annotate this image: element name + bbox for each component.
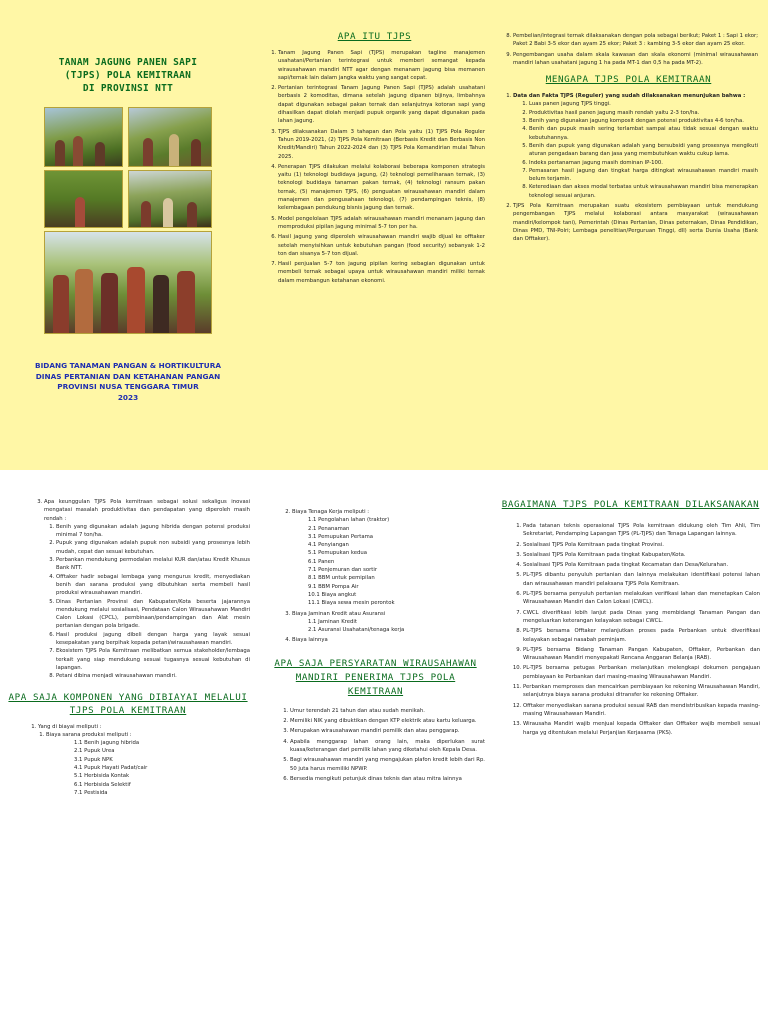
sublist-item: 7. Pemasaran hasil jagung dan tingkat harga ditingkat wirausahawan mandiri masih belum terjamin. [529, 167, 758, 184]
persyaratan-list [278, 707, 485, 783]
tenaga-kerja-item: 3.1 Pemupukan Pertama [308, 533, 374, 540]
corn-field-photo [44, 107, 123, 167]
cover-title-line: (TJPS) POLA KEMITRAAN [64, 70, 192, 81]
sublist-item: 3. Perbankan mendukung permodalan melalui KUR dan/atau Kredit Khusus Bank NTT. [56, 556, 250, 573]
list-item-title: Biaya Tenaga Kerja meliputi : [292, 509, 370, 515]
mengapa-list [499, 92, 758, 243]
section-heading: BAGAIMANA TJPS POLA KEMITRAAN DILAKSANAKAN [501, 499, 760, 510]
list-item: 13. Wirausaha Mandiri wajib menjual kepada Offtaker dan Offtaker wajib membeli sesuai harga yg ditentukan melalui Perjanjian Kerjasama (PKS). [523, 720, 760, 737]
tenaga-kerja-item: 9.1 BBM Pompa Air [308, 583, 359, 590]
list-item: 1. Pada tatanan teknis operasional TJPS Pola kemitraan didukung oleh Tim Ahli, Tim Sekretariat, Pendamping Lapangan TJPS (PL-TJPS) dan Tenaga Lapangan lainnya. [523, 522, 760, 539]
facts-sublist [513, 100, 758, 200]
list-item: 6. PL-TJPS bersama penyuluh pertanian melakukan verifikasi lahan dan menetapkan Calon Wirausahawan Mandiri dan Calon Lokasi (CWCL). [523, 590, 760, 607]
sublist-item: 6. Indeks pertanaman jagung masih dominan IP-100. [529, 159, 758, 167]
sublist-item: 1. Luas panen jagung TJPS tinggi. [529, 100, 758, 108]
org-line: DINAS PERTANIAN DAN KETAHANAN PANGAN [35, 371, 221, 381]
list-item: 4. Biaya lainnya [292, 636, 485, 644]
tenaga-kerja-item: 11.1 Biaya sewa mesin perontok [308, 600, 395, 607]
list-item [38, 723, 250, 798]
farmer-group-photo [44, 231, 212, 334]
list-item: 10. PL-TJPS bersama petugas Perbankan melanjutkan melengkapi dokumen pengajuan pembiayaan ke Perbankan dari masing-masing Wirausahawan Mandiri. [523, 664, 760, 681]
organization-info [14, 361, 242, 403]
jaminan-item: 2.1 Asuransi Usahatani/tenaga kerja [308, 627, 405, 634]
list-item: 5. Bagi wirausahawan mandiri yang mengajukan plafon kredit lebih dari Rp. 50 juta harus memiliki NPWP. [290, 756, 485, 773]
jaminan-item: 1.1 Jaminan Kredit [308, 618, 357, 625]
tenaga-kerja-item: 6.1 Panen [308, 558, 335, 565]
list-item: 2. Pertanian terintegrasi Tanam Jagung Panen Sapi (TJPS) adalah usahatani berbasis 2 komoditas, dimana setelah jagung dipanen bijinya, limbahnya dapat digunakan sebagai pakan ternak dan selanjutnya kotoran sapi yang dihasilkan dapat diolah menjadi pupuk organik yang dapat digunakan pada lahan jagung. [278, 84, 485, 125]
list-item: 6. Bersedia mengikuti petunjuk dinas teknis dan atau mitra lainnya [290, 775, 485, 783]
sublist-item: 4. Benih dan pupuk masih sering terlambat sampai atau tidak sesuai dengan waktu kebutuhannya. [529, 125, 758, 142]
sarana-items [46, 739, 250, 797]
sublist-item: 7. Ekosistem TJPS Pola Kemitraan melibatkan semua stakeholder/lembaga terkait yang siap mendukung sesuai tugasnya sesuai kebutuhan di lapangan. [56, 647, 250, 672]
biaya-list-continued [278, 508, 485, 645]
keunggulan-intro: Apa keunggulan TJPS Pola kemitraan sebagai solusi sekaligus inovasi mengatasi masalah produktivitas dan pendapatan yang diperoleh masih rendah : [44, 499, 250, 522]
list-item: 1. Tanam Jagung Panen Sapi (TJPS) merupakan tagline manajemen usahatani/Pertanian terintegrasi untuk memberi semangat kepada wirausahawan mandiri NTT agar dengan menanam jagung bisa memanen sapi/ternak lain dalam jangka waktu yang sangat cepat. [278, 49, 485, 82]
list-item: 2. Sosialisasi TJPS Pola Kemitraan pada tingkat Provinsi. [523, 541, 760, 549]
sarana-item: 5.1 Herbisida Kontak [74, 773, 130, 780]
list-item [44, 498, 250, 681]
apa-itu-panel [256, 0, 491, 470]
mengapa-panel [491, 0, 768, 470]
sarana-item: 4.1 Pupuk Hayati Padat/cair [74, 765, 148, 772]
list-item: 5. Model pengelolaan TJPS adalah wirausahawan mandiri menanam jagung dan memproduksi pipilan jagung minimal 5-7 ton per ha. [278, 215, 485, 232]
keunggulan-list [30, 498, 250, 681]
list-item: 9. Pengembangan usaha dalam skala kawasan dan skala ekonomi (minimal wirausahawan mandiri lahan usahatani jagung 1 ha pada MT-1 dan 0,5 ha pada MT-2). [513, 51, 758, 68]
cover-panel [0, 0, 256, 470]
list-item: 2. Memiliki NIK yang dibuktikan dengan KTP elektrik atau kartu keluarga. [290, 717, 485, 725]
jaminan-items [292, 618, 485, 635]
field-visit-photo [128, 170, 212, 228]
list-item: 8. Pembelian/integrasi ternak dilaksanakan dengan pola sebagai berikut; Paket 1 : Sapi 1 ekor; Paket 2 Babi 3-5 ekor dan ayam 25 ekor; Paket 3 : kambing 3-5 ekor dan ayam 25 ekor. [513, 32, 758, 49]
sublist-item: 8. Keterediaan dan akses modal terbatas untuk wirausahawan mandiri bisa menerapkan teknologi sesuai anjuran. [529, 183, 758, 200]
list-item: 12. Offtaker menyediakan sarana produksi sesuai RAB dan mendistribusikan kepada masing-masing Wirausahawan Mandiri. [523, 702, 760, 719]
sublist-item: 6. Hasil produksi jagung dibeli dengan harga yang layak sesuai kesepakatan yang berpihak kepada petani/wirausahawan mandiri. [56, 631, 250, 648]
tenaga-kerja-item: 5.1 Pemupukan kedua [308, 550, 367, 557]
org-year: 2023 [117, 392, 139, 402]
list-item: 9. PL-TJPS bersama Bidang Tanaman Pangan Kabupaten, Offtaker, Perbankan dan Wirausahawan Mandiri menyepakati Rencana Anggaran Belanja (RAB). [523, 646, 760, 663]
tenaga-kerja-item: 8.1 BBM untuk pemipilan [308, 575, 375, 582]
bagaimana-list [501, 522, 760, 737]
komponen-list [30, 723, 250, 798]
list-item [513, 92, 758, 200]
list-item: 5. PL-TJPS dibantu penyuluh pertanian dan lainnya melakukan identifikasi potensi lahan dan wirausahawan mandiri pelaksana TJPS Pola Kemitraan. [523, 571, 760, 588]
sarana-item: 2.1 Pupuk Urea [74, 748, 115, 755]
cover-title [14, 56, 242, 95]
list-item: 2. TJPS Pola Kemitraan merupakan suatu ekosistem pembiayaan untuk mendukung pengembangan TJPS melalui kolaborasi antara masyarakat (wirausahawan mandiri/kelompok tani), Pemerintah (Dinas Pertanian, Dinas peternakan, Dinas Pendidikan, Dinas PMD, TNI-Polri; Lembaga penelitian/Perguruan Tinggi, dll) serta Dunia Usaha (Bank dan Offtaker). [513, 202, 758, 243]
list-item: 3. TJPS dilaksanakan Dalam 3 tahapan dan Pola yaitu (1) TJPS Pola Reguler Tahun 2019-2021, (2) TJPS Pola Kemitraan (Berbasis Kredit dan Berbasis Non Kredit/Mandiri) Tahun 2022-2024 dan (3) TJPS Pola Kemandirian mulai Tahun 2025. [278, 128, 485, 161]
list-item: 6. Hasil jagung yang diperoleh wirausahawan mandiri wajib dijual ke offtaker setelah menyisihkan untuk kebutuhan pangan (food security) sebanyak 1-2 ton dan sisanya 5-7 ton dijual. [278, 233, 485, 258]
bagaimana-panel [491, 490, 768, 1024]
list-item: 4. Penerapan TJPS dilakukan melalui kolaborasi beberapa komponen strategis yaitu (1) teknologi budidaya jagung, (2) teknologi pemeliharaan ternak, (3) teknologi budidaya tanaman pakan ternak, (4) teknologi ransum pakan ternak, (5) manajemen TJPS, (6) penguatan wirausahawan mandiri dalam manajemen dan pengusahaan teknologi, (7) pendampingan teknis, (8) kelembagaan pendukung bisnis jagung dan ternak. [278, 163, 485, 213]
list-item-title: Yang di biayai meliputi : [38, 723, 102, 730]
org-line: BIDANG TANAMAN PANGAN & HORTIKULTURA [35, 361, 221, 370]
list-item: 4. Apabila menggarap lahan orang lain, maka diperlukan surat kuasa/keterangan dari pemilik lahan yang diketahui oleh Kepala Desa. [290, 738, 485, 755]
cover-title-line: TANAM JAGUNG PANEN SAPI [58, 57, 198, 68]
tenaga-kerja-item: 1.1 Pengolahan lahan (traktor) [308, 517, 390, 524]
sublist-item: 5. Benih dan pupuk yang digunakan adalah yang bersubsidi yang prosesnya mengikuti aturan pengadaan barang dan jasa yang membutuhkan waktu cukup lama. [529, 142, 758, 159]
list-item [292, 610, 485, 635]
apa-itu-list-continued [499, 32, 758, 67]
sublist-item: 3. Benih yang digunakan jagung komposit dengan potensi produktivitas 4-6 ton/ha. [529, 117, 758, 125]
sarana-item: 3.1 Pupuk NPK [74, 756, 113, 763]
tenaga-kerja-item: 7.1 Penjemuran dan sortir [308, 567, 377, 574]
sarana-item: 6.1 Herbisida Selektif [74, 781, 131, 788]
cover-title-line: DI PROVINSI NTT [82, 83, 174, 94]
list-item: 7. Hasil penjualan 5-7 ton jagung pipilan kering sebagian digunakan untuk membeli ternak sebagai upaya untuk wirausahawan mandiri miliki ternak dalam membangun ketahanan ekonomi. [278, 260, 485, 285]
biaya-sublist [38, 731, 250, 797]
keunggulan-panel [0, 490, 256, 1024]
harvest-photo [128, 107, 212, 167]
section-heading: APA ITU TJPS [337, 31, 412, 42]
sarana-item: 1.1 Benih jagung hibrida [74, 740, 140, 747]
section-heading: MENGAPA TJPS POLA KEMITRAAN [545, 74, 712, 86]
sublist-item: 2. Produktivitas hasil panen jagung masih rendah yaitu 2-3 ton/ha. [529, 109, 758, 117]
sublist-item: 2. Pupuk yang digunakan adalah pupuk non subsidi yang prosesnya lebih mudah, cepat dan sesuai kebutuhan. [56, 539, 250, 556]
list-item: 8. PL-TJPS bersama Offtaker melanjutkan proses pada Perbankan untuk diverifikasi kelayakan sebagai nasabah peminjam. [523, 627, 760, 644]
list-item: 3. Merupakan wirausahawan mandiri pemilik dan atau penggarap. [290, 727, 485, 735]
list-item: 4. Sosialisasi TJPS Pola Kemitraan pada tingkat Kecamatan dan Desa/Kelurahan. [523, 561, 760, 569]
section-heading: APA SAJA PERSYARATAN WIRAUSAHAWAN MANDIRI PENERIMA TJPS POLA KEMITRAAN [274, 657, 477, 697]
apa-itu-list [264, 49, 485, 285]
cover-photo-collage [44, 107, 210, 332]
tenaga-kerja-items [292, 516, 485, 607]
sublist-item [46, 731, 250, 797]
list-item-title: Data dan Fakta TJPS (Reguler) yang sudah dilaksanakan menunjukan bahwa : [513, 93, 746, 100]
corn-plant-photo [44, 170, 123, 228]
sublist-title: Biaya sarana produksi meliputi : [46, 731, 132, 738]
sublist-item: 8. Petani dibina menjadi wirausahawan mandiri. [56, 672, 250, 680]
keunggulan-sublist [44, 523, 250, 681]
list-item: 3. Sosialisasi TJPS Pola Kemitraan pada tingkat Kabupaten/Kota. [523, 551, 760, 559]
list-item: 11. Perbankan memproses dan mencairkan pembiayaan ke rekening Wirausahawan Mandiri, selanjutnya biaya sarana produksi ditransfer ke rekening Offtaker. [523, 683, 760, 700]
persyaratan-panel [256, 490, 491, 1024]
tenaga-kerja-item: 10.1 Biaya angkut [308, 591, 357, 598]
tenaga-kerja-item: 2.1 Penanaman [308, 525, 350, 532]
list-item [292, 508, 485, 608]
sublist-item: 1. Benih yang digunakan adalah jagung hibrida dengan potensi produksi minimal 7 ton/ha. [56, 523, 250, 540]
list-item-title: Biaya Jaminan Kredit atau Asuransi [292, 610, 386, 617]
org-line: PROVINSI NUSA TENGGARA TIMUR [57, 382, 199, 391]
list-item: 1. Umur terendah 21 tahun dan atau sudah menikah. [290, 707, 485, 715]
sublist-item: 4. Offtaker hadir sebagai lembaga yang mengurus kredit, menyediakan benih dan sarana produksi yang dibutuhkan serta membeli hasil produksi wirausahawan mandiri. [56, 573, 250, 598]
sarana-item: 7.1 Pestisida [74, 789, 108, 796]
section-heading: APA SAJA KOMPONEN YANG DIBIAYAI MELALUI TJPS POLA KEMITRAAN [8, 691, 248, 716]
tenaga-kerja-item: 4.1 Penyiangan [308, 542, 349, 549]
sublist-item: 5. Dinas Pertanian Provinsi dan Kabupaten/Kota beserta jajarannya mendukung melalui sosialisasi, Pendataan Calon Wirausahawan Mandiri Calon Lokasi (CPCL), pembinaan/pendampingan dan Alat mesin pertanian dengan pola brigade. [56, 598, 250, 631]
list-item: 7. CWCL diverifikasi lebih lanjut pada Dinas yang membidangi Tanaman Pangan dan mengeluarkan keterangan kelayakan sebagai CWCL. [523, 609, 760, 626]
